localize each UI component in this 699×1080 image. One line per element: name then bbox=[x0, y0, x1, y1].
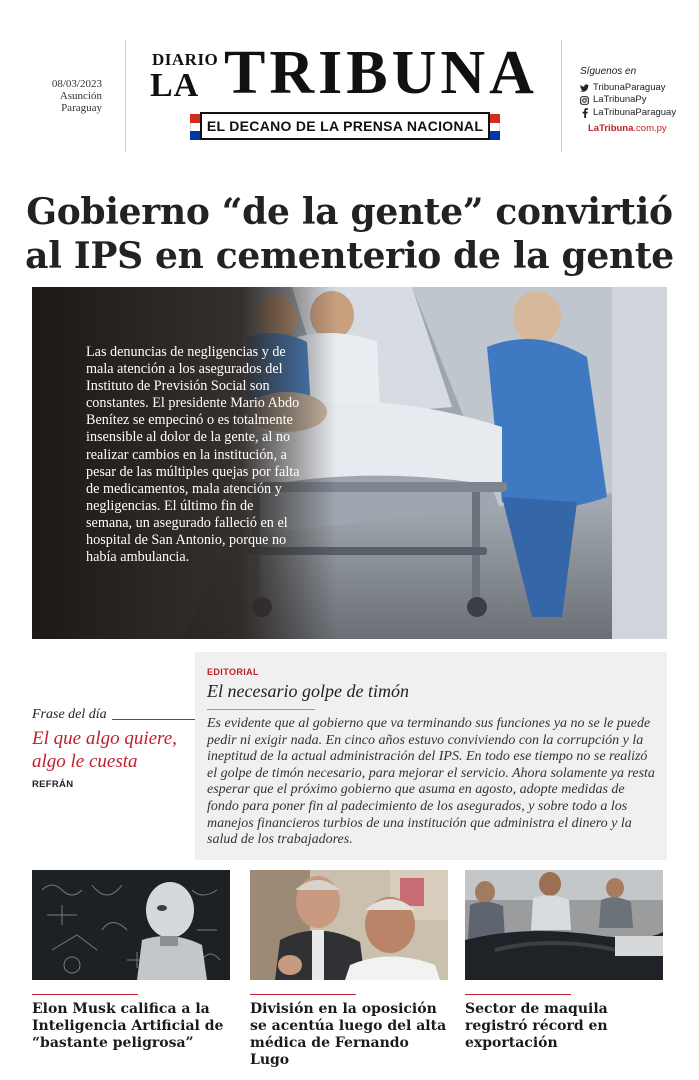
logo-tribuna: TRIBUNA bbox=[224, 39, 538, 107]
editorial-title: El necesario golpe de timón bbox=[207, 681, 409, 701]
logo-diario: DIARIO bbox=[152, 50, 219, 69]
news-thumb-robot bbox=[32, 870, 230, 980]
robot-chalkboard-image bbox=[32, 870, 230, 980]
slogan-text: EL DECANO DE LA PRENSA NACIONAL bbox=[200, 112, 490, 140]
twitter-icon bbox=[580, 83, 589, 92]
instagram-icon bbox=[580, 96, 589, 105]
website-bold: LaTribuna bbox=[588, 123, 634, 134]
phrase-divider bbox=[112, 719, 208, 720]
social-block bbox=[580, 66, 692, 136]
phrase-quote: El que algo quiere, algo le cuesta bbox=[32, 728, 177, 772]
main-headline[interactable] bbox=[0, 190, 699, 278]
date-block bbox=[30, 78, 102, 114]
editorial-divider bbox=[207, 709, 315, 710]
editorial-body: Es evidente que al gobierno que va terminando sus funciones ya no se le puede pedir ni exigir nada. En cinco años estuvo conviviendo con la corrupción y la ineptitud de la actual administración del IPS. En todo ese tiempo no se realizó el golpe de timón necesario, para mejorar el servicio. Ahora solamente ya resta esperar que el próximo gobierno que asuma en agosto, adopte medidas de fondo para poner fin al padecimiento de los asegurados, y sobre todo a los manejos financieros turbios de una institución que administra el dinero y la salud de los trabajadores. bbox=[207, 716, 655, 848]
headline-line-2: al IPS en cementerio de la gente bbox=[25, 235, 674, 277]
news-divider bbox=[250, 994, 356, 995]
masthead-logo[interactable] bbox=[146, 40, 542, 150]
website-rest: .com.py bbox=[633, 123, 667, 134]
social-label: Síguenos en bbox=[580, 66, 637, 77]
news-item-maquila[interactable] bbox=[465, 870, 663, 1052]
social-twitter[interactable] bbox=[580, 82, 692, 95]
news-thumb-politicians bbox=[250, 870, 448, 980]
phrase-label: Frase del día bbox=[32, 707, 107, 722]
social-twitter-handle: TribunaParaguay bbox=[593, 81, 666, 93]
slogan-banner bbox=[190, 110, 500, 142]
editorial-box[interactable] bbox=[195, 652, 667, 860]
social-instagram[interactable] bbox=[580, 94, 692, 107]
phrase-source: REFRÁN bbox=[32, 779, 74, 790]
headline-line-1: Gobierno “de la gente” convirtió bbox=[26, 191, 673, 233]
hero-caption: Las denuncias de negligencias y de mala atención a los asegurados del Instituto de Previsión Social son constantes. El presidente Mario Abdo Benítez se empecinó o es totalmente insensible al dolor de la gente, al no realizar cambios en la institución, a pesar de las múltiples quejas por falta de medicamentos, mala atención y negligencias. El último fin de semana, un asegurado falleció en el hospital de San Antonio, porque no había ambulancia. bbox=[86, 344, 300, 566]
phrase-of-the-day bbox=[32, 707, 182, 790]
news-thumb-factory bbox=[465, 870, 663, 980]
website-link[interactable] bbox=[588, 123, 692, 136]
news-title: División en la oposición se acentúa luego del alta médica de Fernando Lugo bbox=[250, 1001, 447, 1068]
logo-la: LA bbox=[150, 67, 200, 104]
header-divider-right bbox=[561, 40, 562, 152]
social-facebook-handle: LaTribunaParaguay bbox=[593, 106, 677, 118]
issue-country: Paraguay bbox=[61, 102, 102, 114]
news-item-ai[interactable] bbox=[32, 870, 230, 1052]
news-title: Elon Musk califica a la Inteligencia Artificial de “bastante peligrosa” bbox=[32, 1001, 224, 1051]
issue-date: 08/03/2023 bbox=[51, 78, 102, 90]
social-instagram-handle: LaTribunaPy bbox=[593, 94, 647, 105]
news-divider bbox=[32, 994, 138, 995]
politicians-selfie-image bbox=[250, 870, 448, 980]
issue-city: Asunción bbox=[59, 90, 102, 102]
news-divider bbox=[465, 994, 571, 995]
factory-workers-image bbox=[465, 870, 663, 980]
header-divider-left bbox=[125, 40, 126, 152]
news-title: Sector de maquila registró récord en exportación bbox=[465, 1001, 608, 1051]
news-item-oposicion[interactable] bbox=[250, 870, 448, 1069]
hero-image[interactable] bbox=[32, 287, 667, 639]
social-facebook[interactable] bbox=[580, 107, 692, 120]
facebook-icon bbox=[580, 108, 589, 117]
editorial-tag: EDITORIAL bbox=[207, 667, 259, 677]
